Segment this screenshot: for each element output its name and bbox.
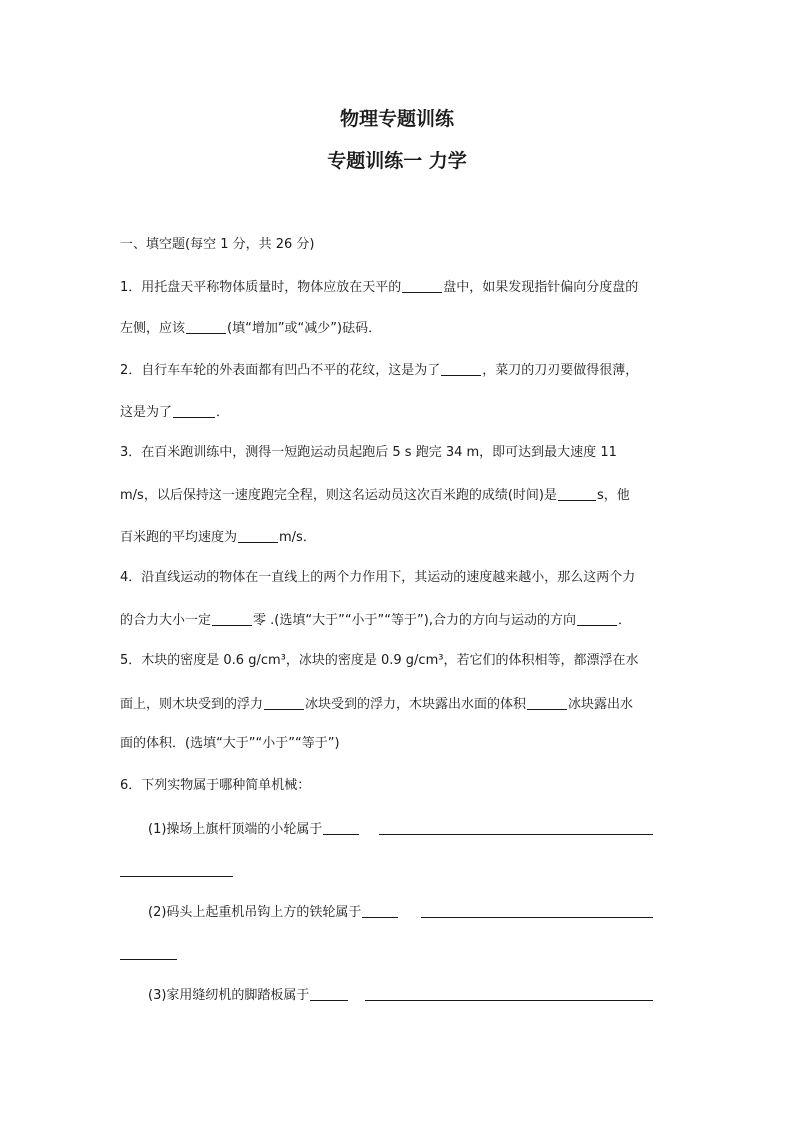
q2-blank-1[interactable] bbox=[441, 362, 481, 376]
question-4-line-2 bbox=[120, 612, 631, 627]
q2-text-4: ． bbox=[216, 405, 230, 420]
question-5-line-3: 面的体积．(选填“大于”“小于”“等于”) bbox=[120, 736, 340, 751]
q6-sub-2-answer-line[interactable] bbox=[421, 917, 653, 918]
q4-text-4: ． bbox=[617, 613, 631, 628]
q1-text-2: 盘中，如果发现指针偏向分度盘的 bbox=[443, 280, 639, 295]
question-3-line-1: 3．在百米跑训练中，测得一短跑运动员起跑后 5 s 跑完 34 m，即可达到最大速度 11 bbox=[120, 445, 617, 460]
q6-sub-2-text: (2)码头上起重机吊钩上方的铁轮属于 bbox=[148, 905, 362, 920]
question-6-stem: 6．下列实物属于哪种简单机械： bbox=[120, 778, 311, 793]
q6-sub-3-text: (3)家用缝纫机的脚踏板属于 bbox=[148, 988, 310, 1003]
section-heading: 一、填空题(每空 1 分，共 26 分) bbox=[120, 237, 315, 252]
question-6-sub-1 bbox=[148, 821, 360, 836]
q2-blank-2[interactable] bbox=[173, 404, 215, 418]
q2-text-3: 这是为了 bbox=[120, 405, 173, 420]
q6-sub-2-answer-line-cont[interactable] bbox=[120, 959, 177, 960]
q1-text-3: 左侧，应该 bbox=[120, 321, 186, 336]
question-2-line-1 bbox=[120, 362, 638, 377]
q5-text-2: 面上，则木块受到的浮力 bbox=[120, 697, 264, 712]
q5-blank-2[interactable] bbox=[527, 696, 567, 710]
q3-blank-1[interactable] bbox=[558, 487, 596, 501]
q4-blank-1[interactable] bbox=[212, 612, 252, 626]
q2-text-2: ，菜刀的刀刃要做得很薄， bbox=[482, 363, 639, 378]
q3-blank-2[interactable] bbox=[238, 529, 278, 543]
question-4-line-1: 4．沿直线运动的物体在一直线上的两个力作用下，其运动的速度越来越小，那么这两个力 bbox=[120, 570, 636, 585]
q4-text-2: 的合力大小一定 bbox=[120, 613, 212, 628]
question-5-line-2 bbox=[120, 696, 633, 711]
q3-text-2: m/s，以后保持这一速度跑完全程，则这名运动员这次百米跑的成绩(时间)是 bbox=[120, 488, 557, 503]
question-6-sub-3 bbox=[148, 987, 349, 1002]
q4-text-3: 零 .(选填“大于”“小于”“等于”),合力的方向与运动的方向 bbox=[253, 613, 576, 628]
q1-blank-1[interactable] bbox=[402, 279, 442, 293]
q6-sub-2-blank[interactable] bbox=[362, 904, 398, 918]
page-title: 物理专题训练 bbox=[339, 108, 454, 130]
q3-text-3: s，他 bbox=[596, 488, 630, 503]
q5-blank-1[interactable] bbox=[264, 696, 304, 710]
q3-text-4: 百米跑的平均速度为 bbox=[120, 530, 238, 545]
q6-sub-1-blank[interactable] bbox=[323, 821, 359, 835]
q6-sub-1-text: (1)操场上旗杆顶端的小轮属于 bbox=[148, 822, 323, 837]
q5-text-3: 冰块受到的浮力，木块露出水面的体积 bbox=[305, 697, 527, 712]
question-2-line-2 bbox=[120, 404, 229, 419]
question-1-line-1 bbox=[120, 279, 638, 294]
q4-blank-2[interactable] bbox=[577, 612, 617, 626]
question-3-line-2 bbox=[120, 487, 630, 502]
q6-sub-1-answer-line-cont[interactable] bbox=[120, 876, 233, 877]
q3-text-5: m/s． bbox=[279, 530, 316, 545]
q2-text-1: 2．自行车车轮的外表面都有凹凸不平的花纹，这是为了 bbox=[120, 363, 441, 378]
q6-sub-3-blank[interactable] bbox=[310, 987, 348, 1001]
q1-text-1: 1．用托盘天平称物体质量时，物体应放在天平的 bbox=[120, 280, 402, 295]
question-5-line-1: 5．木块的密度是 0.6 g/cm³，冰块的密度是 0.9 g/cm³，若它们的体积相等，都漂浮在水 bbox=[120, 653, 639, 668]
q5-text-4: 冰块露出水 bbox=[568, 697, 634, 712]
page-subtitle: 专题训练一 力学 bbox=[327, 150, 467, 172]
q6-sub-3-answer-line[interactable] bbox=[365, 1000, 653, 1001]
question-1-line-2 bbox=[120, 320, 381, 335]
q6-sub-1-answer-line[interactable] bbox=[379, 834, 653, 835]
question-6-sub-2 bbox=[148, 904, 399, 919]
q1-blank-2[interactable] bbox=[186, 320, 226, 334]
q1-text-4: (填“增加”或“减少”)砝码． bbox=[227, 321, 382, 336]
question-3-line-3 bbox=[120, 529, 316, 544]
